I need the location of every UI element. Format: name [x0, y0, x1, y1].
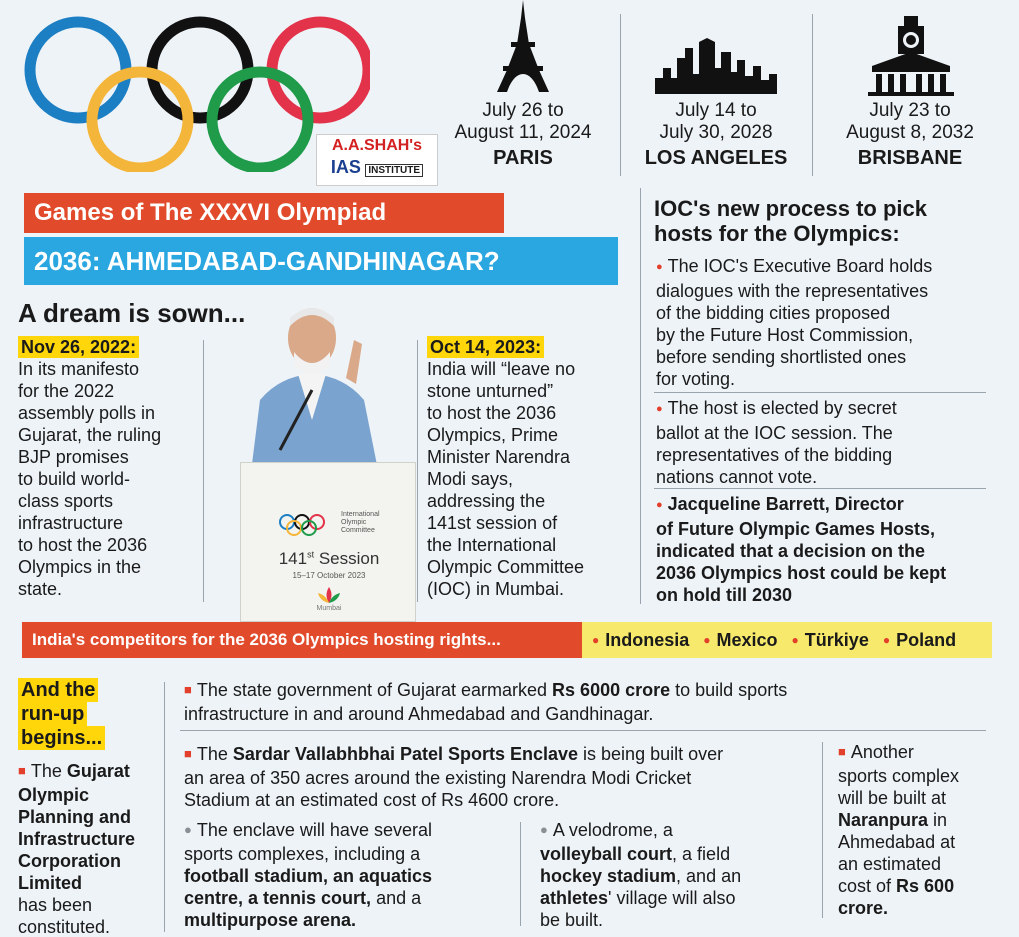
podium-city: Mumbai [316, 605, 342, 612]
banner-olympiad: Games of The XXXVI Olympiad [24, 193, 504, 233]
dream-right-text [427, 358, 617, 600]
brisbane-date-start: July 23 to [869, 100, 951, 121]
dream-left-line: infrastructure [18, 513, 124, 533]
ioc-p3-line: on hold till 2030 [656, 585, 793, 605]
another-place: Naranpura [838, 810, 929, 830]
another-cost-of: cost of [838, 876, 897, 896]
dream-left-date: Nov 26, 2022: [18, 336, 139, 358]
complex-b1: football stadium, an aquatics [184, 866, 433, 886]
runup-intro-line: Corporation [18, 851, 121, 871]
dream-right-line: India will “leave no [427, 359, 576, 379]
enclave-text [184, 743, 814, 811]
runup-heading-line3: begins... [18, 726, 105, 750]
earmark-amount: Rs 6000 crore [552, 680, 671, 700]
naranpura-text [838, 741, 1008, 919]
eiffel-tower-icon [495, 0, 551, 94]
velo-l4: ' village will also [608, 888, 736, 908]
ioc-p1-line: by the Future Host Commission, [656, 325, 914, 345]
another-cost-2: crore. [838, 898, 889, 918]
paris-date-start: July 26 to [482, 100, 564, 121]
competitors-label: India's competitors for the 2036 Olympics hosting rights... [22, 622, 582, 658]
ioc-p1-line: for voting. [656, 369, 736, 389]
speaker-photo [220, 300, 416, 622]
earmark-text [184, 679, 984, 725]
city-brisbane [822, 100, 998, 170]
ioc-p2-line: ● The host is elected by secret [656, 397, 996, 422]
podium-session [241, 549, 417, 569]
enclave-pre: The [196, 744, 233, 764]
dream-left-line: to build world- [18, 469, 131, 489]
competitor-country: ● Mexico [703, 630, 777, 650]
lotus-icon [314, 585, 344, 605]
paris-date-end: August 11, 2024 [454, 122, 592, 143]
banner-ahmedabad: 2036: AHMEDABAD-GANDHINAGAR? [24, 237, 618, 285]
ioc-p1-line: before sending shortlisted ones [656, 347, 907, 367]
ioc-p3-line: 2036 Olympics host could be kept [656, 563, 947, 583]
competitor-country: ● Indonesia [592, 630, 689, 650]
runup-intro-line: Limited [18, 873, 83, 893]
velo-b2: hockey stadium [540, 866, 677, 886]
complex-and: and a [371, 888, 422, 908]
ioc-point-2 [656, 397, 996, 488]
podium-org2: Olympic [341, 519, 367, 526]
dream-left-line: for the 2022 [18, 381, 115, 401]
velo-l2: , a field [672, 844, 731, 864]
enclave-line3: Stadium at an estimated cost of Rs 4600 crore. [184, 790, 560, 810]
runup-intro-line: Olympic [18, 785, 90, 805]
logo-institute: INSTITUTE [365, 164, 423, 177]
earmark-post: to build sports [670, 680, 788, 700]
dream-right-line: Modi says, [427, 469, 514, 489]
dream-left-line: state. [18, 579, 63, 599]
dream-left-line: to host the 2036 [18, 535, 148, 555]
la-name: LOS ANGELES [644, 147, 788, 169]
podium-rings-icon [279, 513, 341, 537]
dream-right-column [427, 336, 617, 600]
dream-left-line: In its manifesto [18, 359, 140, 379]
runup-intro-line: ■ The Gujarat [18, 760, 168, 784]
velo-l1: A velodrome, a [552, 820, 673, 840]
dream-right-line: Olympic Committee [427, 557, 585, 577]
ioc-p1-line: dialogues with the representatives [656, 281, 929, 301]
another-in: in [928, 810, 948, 830]
runup-intro-line: Planning and [18, 807, 132, 827]
velo-l3: , and an [676, 866, 742, 886]
dream-left-line: BJP promises [18, 447, 129, 467]
complex-text [184, 819, 514, 931]
velodrome-text [540, 819, 810, 931]
dream-right-line: addressing the [427, 491, 546, 511]
complex-b2: centre, a tennis court, [184, 888, 372, 908]
competitors-list [582, 622, 992, 658]
podium [240, 462, 416, 622]
paris-name: PARIS [493, 147, 553, 169]
podium-dates: 15–17 October 2023 [292, 571, 366, 580]
complex-l1: The enclave will have several [196, 820, 432, 840]
earmark-line2: infrastructure in and around Ahmedabad and Gandhinagar. [184, 704, 654, 724]
another-l6: an estimated [838, 854, 942, 874]
another-l5: Ahmedabad at [838, 832, 956, 852]
dream-right-line: Olympics, Prime [427, 425, 559, 445]
clock-tower-icon [868, 16, 954, 96]
podium-session-sup: st [307, 549, 315, 560]
enclave-name: Sardar Vallabhbhai Patel Sports Enclave [232, 744, 579, 764]
ioc-p2-line: nations cannot vote. [656, 467, 818, 487]
another-l1: Another [850, 742, 914, 762]
dream-left-line: Gujarat, the ruling [18, 425, 162, 445]
logo-ias: IAS [330, 157, 361, 177]
dream-left-line: class sports [18, 491, 114, 511]
city-paris [440, 100, 606, 170]
ioc-p3-line: indicated that a decision on the [656, 541, 926, 561]
podium-org3: Committee [341, 527, 375, 534]
competitor-country: ● Türkiye [792, 630, 869, 650]
dream-heading: A dream is sown... [18, 298, 246, 328]
dream-left-column [18, 336, 208, 600]
velo-l5: be built. [540, 910, 604, 930]
la-date-start: July 14 to [675, 100, 757, 121]
dream-right-line: stone unturned” [427, 381, 554, 401]
ioc-p1-line: of the bidding cities proposed [656, 303, 891, 323]
runup-intro [18, 760, 168, 937]
dream-left-line: assembly polls in [18, 403, 156, 423]
velo-b1: volleyball court [540, 844, 673, 864]
ioc-heading-line1: IOC's new process to pick [654, 196, 927, 221]
runup-intro-line: constituted. [18, 917, 111, 937]
enclave-post: is being built over [578, 744, 724, 764]
another-l3: will be built at [838, 788, 947, 808]
speaker-figure-icon [220, 300, 416, 480]
another-l2: sports complex [838, 766, 960, 786]
ioc-point-1 [656, 255, 996, 390]
runup-intro-line: Infrastructure [18, 829, 136, 849]
dream-right-line: (IOC) in Mumbai. [427, 579, 565, 599]
complex-l2: sports complexes, including a [184, 844, 421, 864]
dream-right-line: to host the 2036 [427, 403, 557, 423]
ioc-p3-line: ● Jacqueline Barrett, Director [656, 493, 996, 518]
competitor-country: ● Poland [883, 630, 956, 650]
dream-right-line: the International [427, 535, 557, 555]
ioc-point-3 [656, 493, 996, 606]
enclave-line2: an area of 350 acres around the existing Narendra Modi Cricket [184, 768, 692, 788]
ioc-p2-line: representatives of the bidding [656, 445, 893, 465]
another-cost-1: Rs 600 [896, 876, 955, 896]
city-los-angeles [630, 100, 802, 170]
velo-b3: athletes [540, 888, 609, 908]
skyline-icon [655, 38, 777, 94]
complex-b3: multipurpose arena. [184, 910, 357, 930]
dream-right-date: Oct 14, 2023: [427, 336, 544, 358]
institute-logo [316, 134, 438, 186]
ioc-p3-line: of Future Olympic Games Hosts, [656, 519, 936, 539]
logo-line1: A.A.SHAH's [331, 137, 423, 154]
podium-session-word: Session [314, 549, 380, 568]
podium-session-num: 141 [278, 549, 308, 568]
brisbane-date-end: August 8, 2032 [846, 122, 974, 143]
dream-left-line: Olympics in the [18, 557, 142, 577]
dream-left-text [18, 358, 208, 600]
ioc-heading-line2: hosts for the Olympics: [654, 221, 900, 246]
dream-right-line: 141st session of [427, 513, 558, 533]
runup-intro-line: has been [18, 895, 93, 915]
runup-heading-line1: And the [18, 678, 98, 702]
brisbane-name: BRISBANE [857, 147, 963, 169]
podium-org1: International [341, 511, 380, 518]
ioc-heading [654, 196, 927, 246]
runup-heading [18, 678, 105, 750]
runup-heading-line2: run-up [18, 702, 87, 726]
dream-right-line: Minister Narendra [427, 447, 571, 467]
earmark-pre: The state government of Gujarat earmarked [196, 680, 553, 700]
la-date-end: July 30, 2028 [659, 122, 773, 143]
ioc-p2-line: ballot at the IOC session. The [656, 423, 893, 443]
ioc-p1-line: ● The IOC's Executive Board holds [656, 255, 996, 280]
